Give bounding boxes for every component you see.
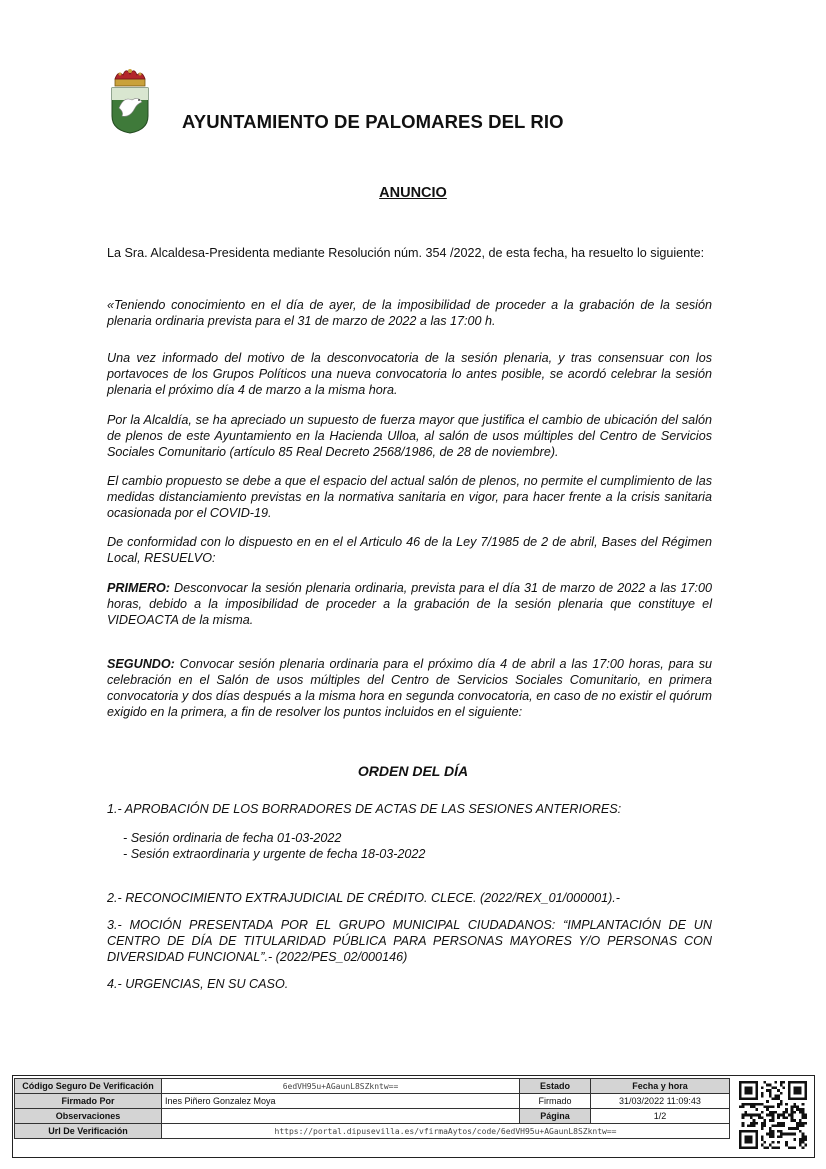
fecha-value: 31/03/2022 11:09:43 [591, 1094, 730, 1109]
csv-label: Código Seguro De Verificación [15, 1079, 162, 1094]
fecha-label: Fecha y hora [591, 1079, 730, 1094]
pagina-label: Página [520, 1109, 591, 1124]
paragraph-4: El cambio propuesto se debe a que el espacio del actual salón de plenos, no permite el cumplimiento de las medidas distanciamiento previstas en la normativa sanitaria en vigor, para hacer frente a la crisis sanitaria ocasionada por el COVID-19. [107, 474, 712, 520]
paragraph-3: Por la Alcaldía, se ha apreciado un supuesto de fuerza mayor que justifica el cambio de ubicación del salón de plenos de este Ayuntamiento en la Hacienda Ulloa, al salón de usos múltiples del Centro de Servicios Sociales Comunitario (artículo 85 Real Decreto 2568/1986, de 28 de noviembre). [107, 413, 712, 459]
agenda-item-4: 4.- URGENCIAS, EN SU CASO. [107, 977, 289, 991]
url-label: Url De Verificación [15, 1124, 162, 1139]
primero-label: PRIMERO: [107, 581, 170, 595]
agenda-item-1-sub-1: - Sesión ordinaria de fecha 01-03-2022 [123, 831, 342, 845]
pagina-value: 1/2 [591, 1109, 730, 1124]
paragraph-2: Una vez informado del motivo de la desconvocatoria de la sesión plenaria, y tras consensuar con los portavoces de los Grupos Políticos una nueva convocatoria lo antes posible, se acordó celebrar la sesión plenaria el próximo día 4 de marzo a la misma hora. [107, 351, 712, 397]
agenda-item-1-sub-2: - Sesión extraordinaria y urgente de fecha 18-03-2022 [123, 847, 426, 861]
observaciones-label: Observaciones [15, 1109, 162, 1124]
agenda-item-1: 1.- APROBACIÓN DE LOS BORRADORES DE ACTAS DE LAS SESIONES ANTERIORES: [107, 802, 622, 816]
municipal-crest-logo [108, 66, 152, 134]
crown-icon [115, 69, 145, 86]
agenda-heading: ORDEN DEL DÍA [357, 763, 469, 779]
primero-text: Desconvocar la sesión plenaria ordinaria, prevista para el día 31 de marzo de 2022 a las 17:00 horas, debido a la imposibilidad de proceder a la grabación de la sesión plenaria que constituye el VIDEOACTA de la misma. [107, 581, 712, 627]
document-heading: ANUNCIO [379, 185, 447, 201]
qr-code-icon[interactable] [739, 1081, 807, 1149]
segundo-paragraph [107, 656, 712, 720]
firmado-por-label: Firmado Por [15, 1094, 162, 1109]
segundo-text: Convocar sesión plenaria ordinaria para el próximo día 4 de abril a las 17:00 horas, para su celebración en el Salón de usos múltiples del Centro de Servicios Sociales Comunitario, en primera convocatoria y dos días después a la misma hora en segunda convocatoria, en caso de no existir el quórum exigido en la primera, a fin de resolver los puntos incluidos en el siguiente: [107, 657, 712, 719]
verification-url-link[interactable]: https://portal.dipusevilla.es/vfirmaAytos/code/6edVH95u+AGaunL8SZkntw== [162, 1124, 730, 1139]
observaciones-value [162, 1109, 520, 1124]
firmado-por-value: Ines Piñero Gonzalez Moya [162, 1094, 520, 1109]
verification-table [14, 1078, 730, 1139]
primero-paragraph [107, 580, 712, 628]
agenda-item-2: 2.- RECONOCIMIENTO EXTRAJUDICIAL DE CRÉDITO. CLECE. (2022/REX_01/000001).- [107, 891, 621, 905]
agenda-item-3: 3.- MOCIÓN PRESENTADA POR EL GRUPO MUNICIPAL CIUDADANOS: “IMPLANTACIÓN DE UN CENTRO DE DÍA DE TITULARIDAD PÚBLICA PARA PERSONAS MAYORES Y/O PERSONAS CON DIVERSIDAD FUNCIONAL”.- (2022/PES_02/000146) [107, 918, 712, 964]
estado-label: Estado [520, 1079, 591, 1094]
paragraph-1: «Teniendo conocimiento en el día de ayer, de la imposibilidad de proceder a la grabación de la sesión plenaria ordinaria prevista para el 31 de marzo de 2022 a las 17:00 h. [107, 298, 712, 328]
estado-value: Firmado [520, 1094, 591, 1109]
segundo-label: SEGUNDO: [107, 657, 175, 671]
intro-paragraph: La Sra. Alcaldesa-Presidenta mediante Resolución núm. 354 /2022, de esta fecha, ha resuelto lo siguiente: [107, 246, 705, 260]
council-name-title: AYUNTAMIENTO DE PALOMARES DEL RIO [182, 111, 564, 132]
csv-value: 6edVH95u+AGaunL8SZkntw== [162, 1079, 520, 1094]
paragraph-5: De conformidad con lo dispuesto en en el el Articulo 46 de la Ley 7/1985 de 2 de abril, Bases del Régimen Local, RESUELVO: [107, 535, 712, 565]
